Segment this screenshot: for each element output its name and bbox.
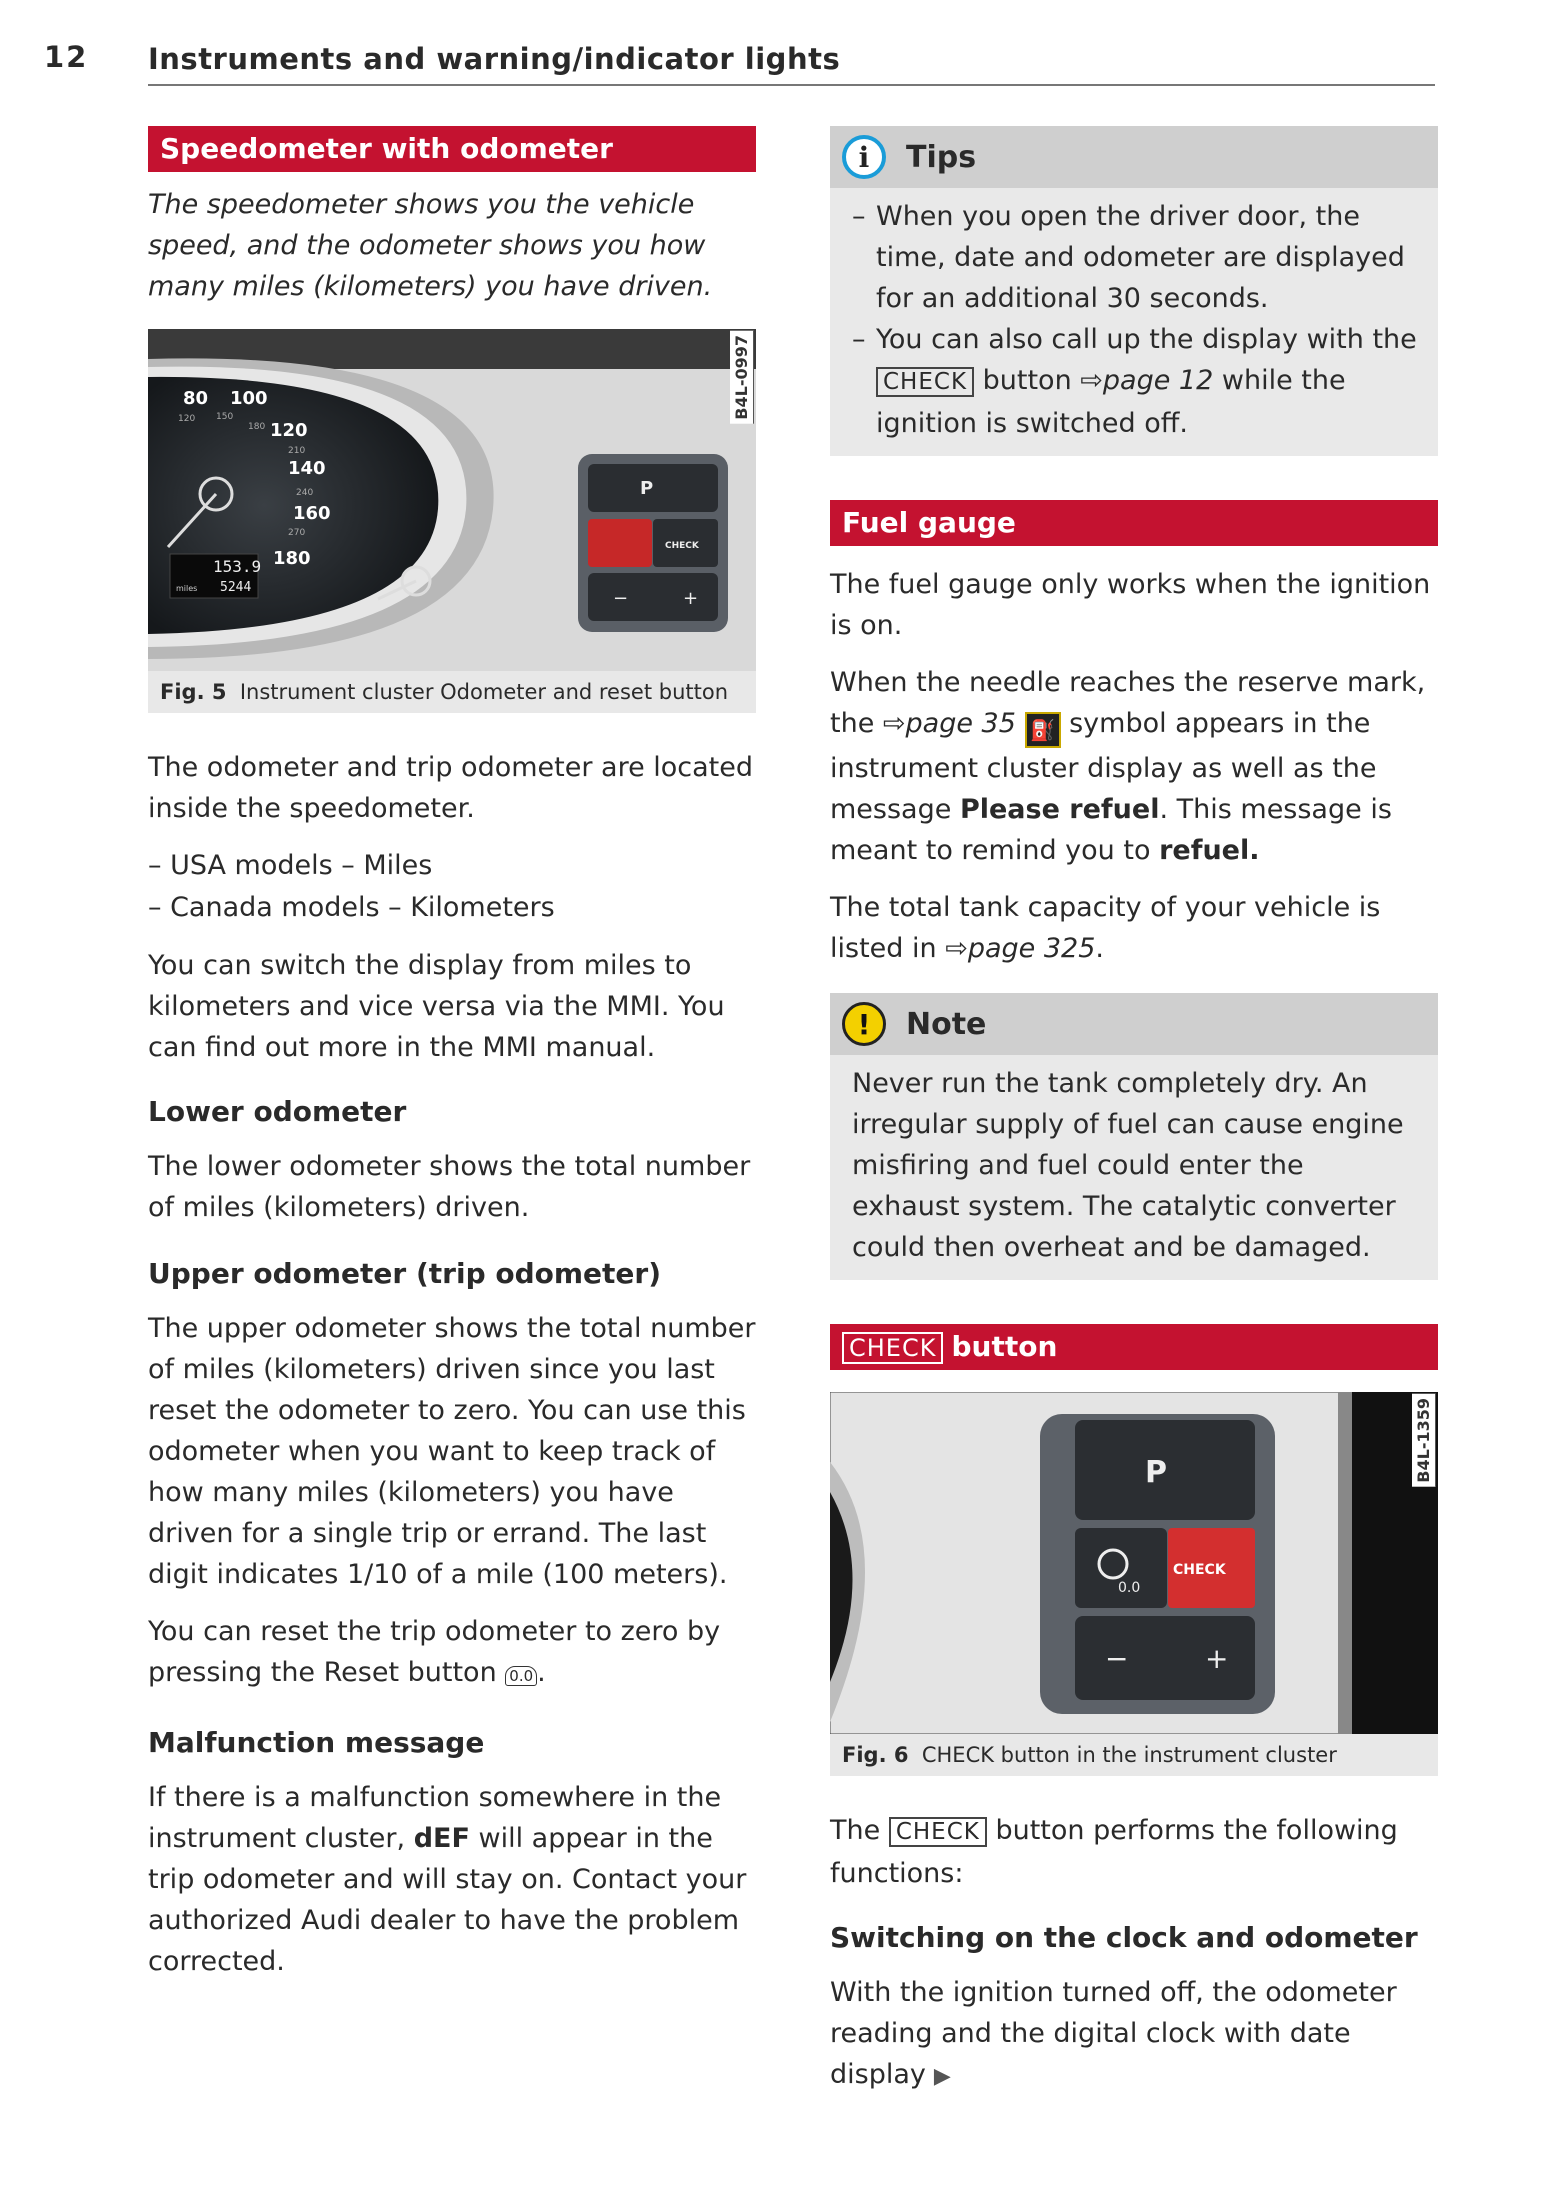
svg-text:270: 270 <box>288 528 306 538</box>
svg-text:210: 210 <box>288 446 306 456</box>
check-key: CHECK <box>876 367 974 397</box>
figure-5 <box>148 329 756 711</box>
page-number: 12 <box>44 40 89 74</box>
check-button-label-large: CHECK <box>1173 1562 1226 1578</box>
reset-text: You can reset the trip odometer to zero by pressing the Reset button 0.0 . <box>148 1616 721 1688</box>
parking-button-label: P <box>640 478 654 499</box>
note-title: Note <box>906 1006 987 1042</box>
right-column <box>830 126 1438 2097</box>
page-ref-325: page 325 <box>967 933 1096 964</box>
clock-text: With the ignition turned off, the odometer reading and the digital clock with date display ▶ <box>830 1977 1397 2090</box>
section-title-check-button: CHECK button <box>830 1324 1438 1370</box>
tip-item-2: – You can also call up the display with the CHECK button ⇨page 12 while the ignition is switched off. <box>852 324 1417 439</box>
reset-label-large: 0.0 <box>1118 1580 1141 1596</box>
continue-arrow-icon: ▶ <box>933 2064 951 2089</box>
check-button-illustration <box>830 1392 1438 1734</box>
figure-5-caption: Fig. 5 Instrument cluster Odometer and reset button <box>148 671 756 713</box>
tick-140: 140 <box>288 458 326 479</box>
check-button-label: CHECK <box>665 541 699 551</box>
tick-80: 80 <box>183 388 209 409</box>
page-ref-35: page 35 <box>905 708 1016 739</box>
svg-text:+: + <box>683 588 699 609</box>
left-column <box>148 126 756 1982</box>
list-item-usa: – USA models – Miles <box>148 850 433 881</box>
note-text: Never run the tank completely dry. An irregular supply of fuel can cause engine misfiring and fuel could enter the exhaust system. The catalytic converter could then overheat and be damaged. <box>852 1068 1404 1263</box>
heading-upper-odometer: Upper odometer (trip odometer) <box>148 1257 662 1290</box>
page-ref-12: page 12 <box>1102 365 1214 396</box>
check-functions-text: The CHECK button performs the following functions: <box>830 1815 1398 1889</box>
tick-120: 120 <box>270 420 308 441</box>
unit-label: miles <box>176 584 198 593</box>
fuel-text-2: When the needle reaches the reserve mark, the ⇨page 35 ⛽ symbol appears in the instrument cluster display as well as the message Please refuel. This message is meant to remind you to refuel. <box>830 667 1426 866</box>
list-item-canada: – Canada models – Kilometers <box>148 892 555 923</box>
figure-6-code: B4L-1359 <box>1412 1394 1436 1487</box>
tick-100: 100 <box>230 388 268 409</box>
svg-text:240: 240 <box>296 488 314 498</box>
fuel-text-1: The fuel gauge only works when the ignition is on. <box>830 569 1431 641</box>
mmi-switch-text: You can switch the display from miles to kilometers and vice versa via the MMI. You can find out more in the MMI manual. <box>148 950 725 1063</box>
tips-box <box>830 126 1438 456</box>
tips-header <box>830 126 1438 188</box>
fuel-pump-icon: ⛽ <box>1025 712 1061 748</box>
tip-item-1: – When you open the driver door, the time, date and odometer are displayed for an additional 30 seconds. <box>852 201 1405 314</box>
heading-lower-odometer: Lower odometer <box>148 1095 407 1128</box>
tips-title: Tips <box>906 139 977 175</box>
check-key-inline: CHECK <box>889 1817 987 1847</box>
header-rule <box>148 84 1435 86</box>
section-title-speedometer: Speedometer with odometer <box>148 126 756 172</box>
note-box <box>830 993 1438 1280</box>
warning-icon: ! <box>842 1002 886 1046</box>
odometer-location-text: The odometer and trip odometer are located inside the speedometer. <box>148 752 754 824</box>
note-header <box>830 993 1438 1055</box>
figure-5-code: B4L-0997 <box>730 331 754 424</box>
lower-odometer-text: The lower odometer shows the total number of miles (kilometers) driven. <box>148 1151 751 1223</box>
total-reading: 5244 <box>220 580 252 595</box>
tick-160: 160 <box>293 503 331 524</box>
svg-text:+: + <box>1205 1642 1229 1675</box>
parking-button-label-large: P <box>1145 1455 1167 1490</box>
svg-text:150: 150 <box>216 412 234 422</box>
malfunction-text: If there is a malfunction somewhere in the instrument cluster, dEF will appear in the trip odometer and will stay on. Contact your authorized Audi dealer to have the problem corrected. <box>148 1782 747 1977</box>
svg-text:−: − <box>613 588 629 609</box>
reset-button-icon: 0.0 <box>505 1666 537 1686</box>
info-icon: i <box>842 135 886 179</box>
instrument-cluster-illustration <box>148 329 756 671</box>
svg-text:−: − <box>1105 1642 1129 1675</box>
figure-6-caption: Fig. 6 CHECK button in the instrument cluster <box>830 1734 1438 1776</box>
upper-odometer-text: The upper odometer shows the total number of miles (kilometers) driven since you last reset the odometer to zero. You can use this odometer when you want to keep track of how many miles (kilometers) you have driven for a single trip or errand. The last digit indicates 1/10 of a mile (100 meters). <box>148 1313 756 1590</box>
heading-clock-odometer: Switching on the clock and odometer <box>830 1921 1418 1954</box>
speedometer-intro: The speedometer shows you the vehicle speed, and the odometer shows you how many miles (kilometers) you have driven. <box>148 189 713 302</box>
section-title-fuel-gauge: Fuel gauge <box>830 500 1438 546</box>
trip-reading: 153.9 <box>213 557 262 576</box>
svg-text:180: 180 <box>248 422 266 432</box>
svg-text:120: 120 <box>178 414 196 424</box>
fuel-text-3: The total tank capacity of your vehicle is listed in ⇨page 325. <box>830 892 1381 964</box>
heading-malfunction: Malfunction message <box>148 1726 485 1759</box>
tick-180: 180 <box>273 548 311 569</box>
running-title: Instruments and warning/indicator lights <box>148 42 841 76</box>
figure-6 <box>830 1392 1438 1774</box>
